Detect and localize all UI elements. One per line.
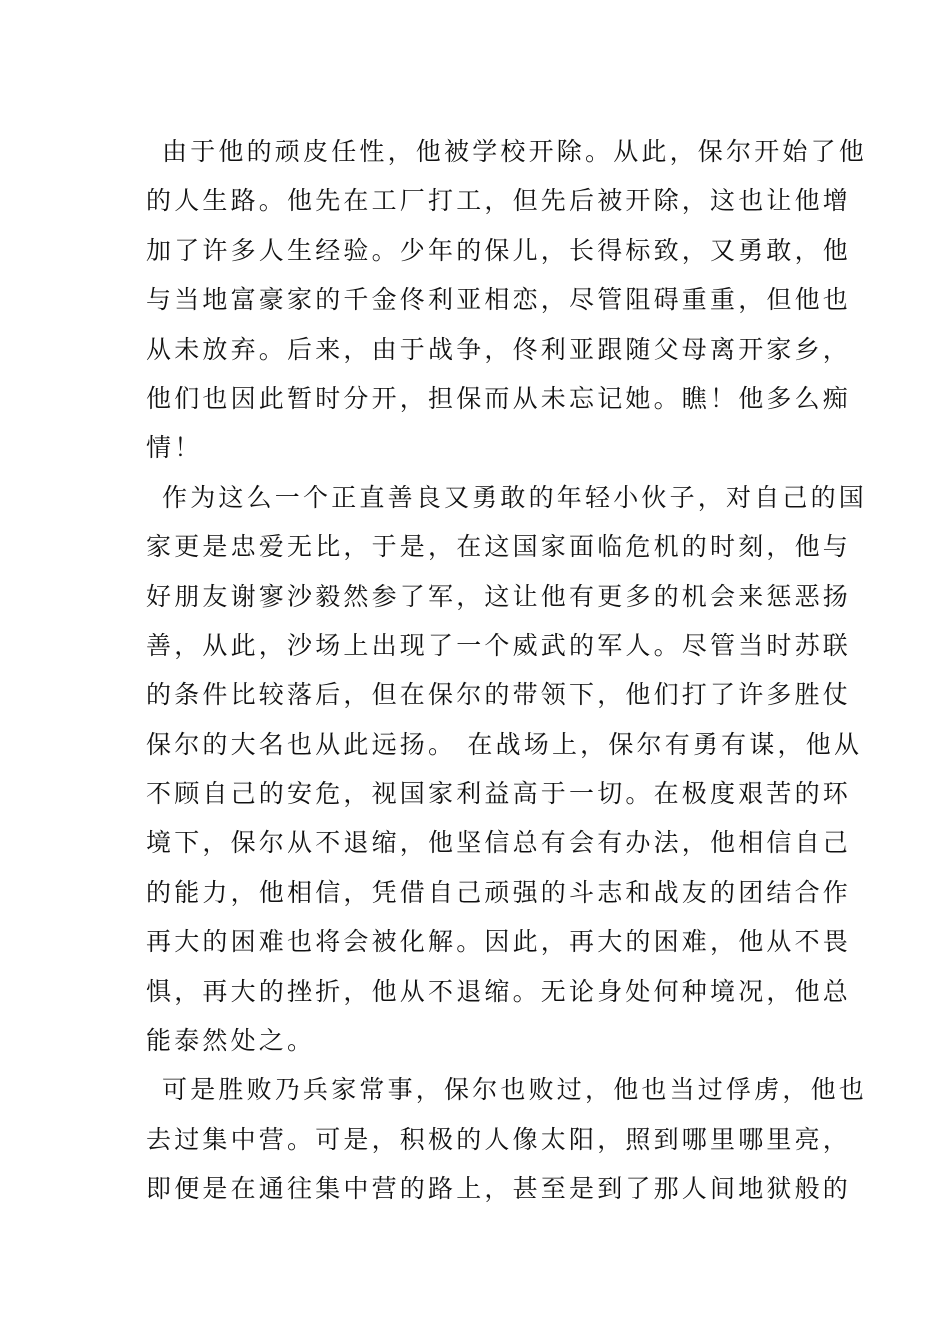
text-line-13: 保尔的大名也从此远扬。 在战场上，保尔有勇有谋，他从: [146, 729, 863, 759]
text-line-2: 的人生路。他先在工厂打工，但先后被开除，这也让他增: [146, 186, 852, 216]
text-line-4: 与当地富豪家的千金佟利亚相恋，尽管阻碍重重，但他也: [146, 285, 852, 315]
text-line-3: 加了许多人生经验。少年的保儿，长得标致，又勇敢，他: [146, 235, 852, 265]
text-line-12: 的条件比较落后，但在保尔的带领下，他们打了许多胜仗: [146, 680, 852, 710]
text-line-10: 好朋友谢寥沙毅然参了军，这让他有更多的机会来惩恶扬: [146, 581, 852, 611]
text-line-1: 由于他的顽皮任性，他被学校开除。从此，保尔开始了他: [162, 137, 868, 166]
text-line-18: 惧，再大的挫折，他从不退缩。无论身处何种境况，他总: [146, 976, 852, 1006]
body-text: [146, 127, 868, 1214]
text-line-20: 可是胜败乃兵家常事，保尔也败过，他也当过俘虏，他也: [162, 1075, 868, 1105]
text-line-5: 从未放弃。后来，由于战争，佟利亚跟随父母离开家乡，: [146, 334, 852, 364]
text-line-6: 他们也因此暂时分开，担保而从未忘记她。瞧！他多么痴: [146, 383, 852, 413]
text-line-11: 善，从此，沙场上出现了一个威武的军人。尽管当时苏联: [146, 630, 852, 660]
text-line-22: 即便是在通往集中营的路上，甚至是到了那人间地狱般的: [146, 1174, 852, 1204]
text-line-16: 的能力，他相信，凭借自己顽强的斗志和战友的团结合作: [146, 877, 852, 907]
text-line-19: 能泰然处之。: [146, 1026, 316, 1056]
text-line-7: 情！: [146, 433, 203, 463]
text-line-9: 家更是忠爱无比，于是，在这国家面临危机的时刻，他与: [146, 532, 852, 562]
text-line-15: 境下，保尔从不退缩，他坚信总有会有办法，他相信自己: [146, 828, 852, 858]
text-line-21: 去过集中营。可是，积极的人像太阳，照到哪里哪里亮，: [146, 1124, 852, 1154]
text-line-14: 不顾自己的安危，视国家利益高于一切。在极度艰苦的环: [146, 779, 852, 809]
text-line-17: 再大的困难也将会被化解。因此，再大的困难，他从不畏: [146, 927, 852, 957]
text-line-8: 作为这么一个正直善良又勇敢的年轻小伙子，对自己的国: [162, 482, 868, 512]
